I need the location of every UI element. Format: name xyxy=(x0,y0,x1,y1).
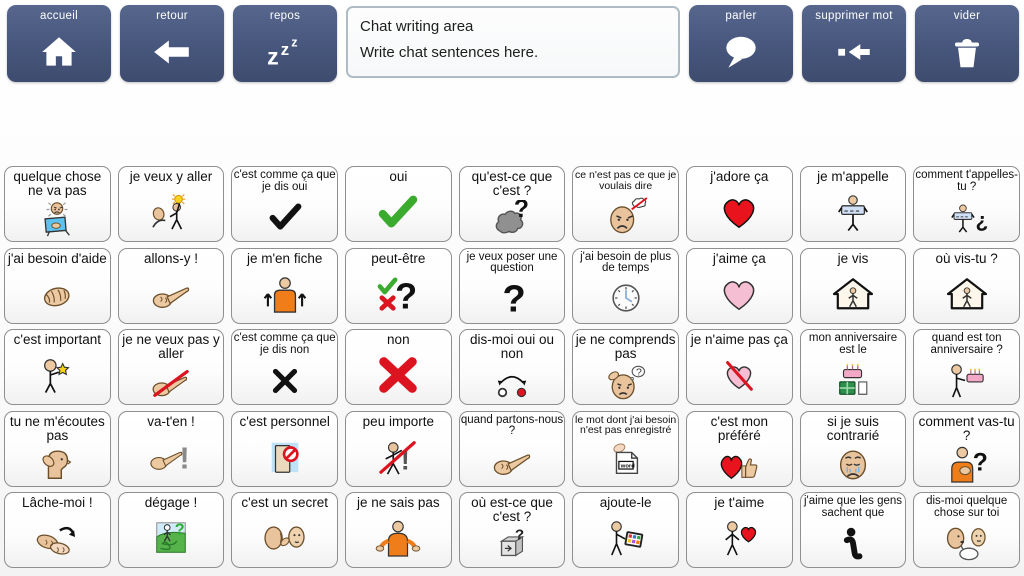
cell-label: je veux poser une question xyxy=(466,250,558,275)
cell-label: dis-moi oui ou non xyxy=(469,332,555,362)
grid-cell[interactable] xyxy=(800,329,907,405)
yes-no-toggle-icon xyxy=(461,362,564,402)
cell-label: je ne veux pas y aller xyxy=(122,332,220,362)
hand-chest-question-icon xyxy=(915,444,1018,484)
grid-cell[interactable] xyxy=(231,166,338,242)
grid-cell[interactable] xyxy=(913,411,1020,487)
grid-cell[interactable] xyxy=(686,411,793,487)
cell-label: je m'appelle xyxy=(817,169,889,184)
grid-cell[interactable] xyxy=(686,248,793,324)
svg-text:?: ? xyxy=(395,274,418,313)
home-button[interactable] xyxy=(7,5,111,82)
grid-cell[interactable] xyxy=(459,411,566,487)
back-button-label: retour xyxy=(156,10,188,22)
open-hand-icon xyxy=(6,267,109,321)
cell-label: j'adore ça xyxy=(710,169,769,184)
x-black-icon xyxy=(233,358,336,402)
toolbar xyxy=(7,5,1019,83)
grid-cell[interactable] xyxy=(800,492,907,568)
person-cake-icon xyxy=(915,358,1018,402)
grid-cell[interactable] xyxy=(231,492,338,568)
grid-cell[interactable] xyxy=(800,166,907,242)
cell-label: le mot dont j'ai besoin n'est pas enregistré xyxy=(575,413,677,437)
grid-cell[interactable] xyxy=(459,329,566,405)
delete-word-button-label: supprimer mot xyxy=(815,10,893,22)
upset-with-device-icon xyxy=(6,199,109,239)
board-grid xyxy=(4,166,1020,568)
clock-icon xyxy=(574,276,677,320)
cell-label: Lâche-moi ! xyxy=(22,495,93,510)
grid-cell[interactable] xyxy=(913,166,1020,242)
cell-label: c'est important xyxy=(13,332,102,347)
cell-label: c'est mon préféré xyxy=(710,413,768,443)
hand-ear-icon xyxy=(6,444,109,484)
grid-cell[interactable] xyxy=(118,166,225,242)
shrug-person-icon xyxy=(347,511,450,565)
speech-bubble-icon xyxy=(689,23,793,82)
cell-label: je m'en fiche xyxy=(246,250,323,266)
cell-label: je veux y aller xyxy=(129,169,213,184)
cell-label: je ne comprends pas xyxy=(575,332,676,362)
cell-label: où est-ce que c'est ? xyxy=(471,495,553,525)
cell-label: allons-y ! xyxy=(143,250,198,266)
grid-cell[interactable] xyxy=(572,248,679,324)
cell-label: c'est comme ça que je dis non xyxy=(233,332,336,356)
heart-crossed-icon xyxy=(688,348,791,402)
cake-gift-icon xyxy=(802,358,905,402)
grid-cell[interactable] xyxy=(4,248,111,324)
svg-text:¿: ¿ xyxy=(975,209,988,233)
cell-label: dis-moi quelque chose sur toi xyxy=(926,495,1008,519)
back-arrow-icon xyxy=(120,23,224,82)
pointing-hand-exclaim-icon xyxy=(120,430,223,484)
crying-face-icon xyxy=(802,444,905,484)
rest-button-label: repos xyxy=(269,10,301,22)
grid-cell[interactable] xyxy=(345,492,452,568)
maybe-check-x-icon xyxy=(347,267,450,321)
grid-cell[interactable] xyxy=(4,492,111,568)
pointing-hand-icon xyxy=(461,439,564,483)
trash-icon xyxy=(915,23,1019,82)
heart-pink-icon xyxy=(688,267,791,321)
cell-label: j'aime que les gens sachent que xyxy=(803,495,903,519)
svg-text:z: z xyxy=(267,43,279,70)
grid-cell[interactable] xyxy=(686,492,793,568)
delete-word-button[interactable] xyxy=(802,5,906,82)
grid-cell[interactable] xyxy=(459,166,566,242)
shrug-arrows-icon xyxy=(233,267,336,321)
walk-away-icon xyxy=(120,511,223,565)
grid-cell[interactable] xyxy=(345,166,452,242)
name-sign-icon xyxy=(802,185,905,239)
grid-cell[interactable] xyxy=(800,248,907,324)
cell-label: c'est comme ça que je dis oui xyxy=(233,169,336,193)
speak-button[interactable] xyxy=(689,5,793,82)
grid-cell[interactable] xyxy=(459,492,566,568)
grid-cell[interactable] xyxy=(572,166,679,242)
grid-cell[interactable] xyxy=(686,166,793,242)
whisper-icon xyxy=(233,511,336,565)
grid-cell[interactable] xyxy=(800,411,907,487)
cell-label: ce n'est pas ce que je voulais dire xyxy=(575,169,677,192)
dismiss-crossed-icon xyxy=(347,430,450,484)
home-icon xyxy=(7,23,111,82)
cell-label: tu ne m'écoutes pas xyxy=(9,413,105,443)
cell-label: où vis-tu ? xyxy=(935,250,998,266)
heart-red-icon xyxy=(688,185,791,239)
svg-text:?: ? xyxy=(502,279,526,318)
grid-cell[interactable] xyxy=(118,329,225,405)
cell-label: j'ai besoin de plus de temps xyxy=(580,250,672,275)
svg-text:?: ? xyxy=(635,367,642,379)
cell-label: ajoute-le xyxy=(599,495,652,510)
grid-cell[interactable] xyxy=(231,248,338,324)
cell-label: mon anniversaire est le xyxy=(808,332,898,356)
word-paper-icon xyxy=(574,437,677,483)
cell-label: si je suis contrarié xyxy=(826,413,880,443)
grid-cell[interactable] xyxy=(345,248,452,324)
chat-writing-area[interactable] xyxy=(346,6,680,78)
svg-text:?: ? xyxy=(174,521,185,540)
name-sign-question-icon xyxy=(915,195,1018,239)
house-person-icon xyxy=(915,267,1018,321)
grid-cell[interactable] xyxy=(4,166,111,242)
person-tablet-icon xyxy=(574,511,677,565)
house-person-icon xyxy=(802,267,905,321)
faces-talk-icon xyxy=(915,521,1018,565)
grid-cell[interactable] xyxy=(231,411,338,487)
cell-label: quand est ton anniversaire ? xyxy=(930,332,1003,356)
home-button-label: accueil xyxy=(40,10,78,22)
svg-text:?: ? xyxy=(514,526,525,544)
grid-cell[interactable] xyxy=(686,329,793,405)
cell-label: quand partons-nous ? xyxy=(460,413,564,438)
cell-label: c'est personnel xyxy=(239,413,330,429)
svg-text:!: ! xyxy=(179,440,190,475)
svg-text:!: ! xyxy=(401,444,411,475)
box-question-icon xyxy=(461,525,564,565)
cell-label: je ne sais pas xyxy=(357,495,440,510)
delete-word-icon xyxy=(802,23,906,82)
info-i-icon xyxy=(802,521,905,565)
grid-cell[interactable] xyxy=(572,492,679,568)
grid-cell[interactable] xyxy=(913,248,1020,324)
grid-cell[interactable] xyxy=(913,329,1020,405)
cell-label: peu importe xyxy=(362,413,434,429)
cell-label: c'est un secret xyxy=(241,495,328,510)
heart-thumbs-up-icon xyxy=(688,444,791,484)
confused-face-icon xyxy=(574,362,677,402)
grid-cell[interactable] xyxy=(4,411,111,487)
cell-label: j'aime ça xyxy=(712,250,766,266)
grid-cell[interactable] xyxy=(572,329,679,405)
grid-cell[interactable] xyxy=(118,411,225,487)
grid-cell[interactable] xyxy=(4,329,111,405)
grid-cell[interactable] xyxy=(345,411,452,487)
x-red-icon xyxy=(347,348,450,402)
rest-button[interactable] xyxy=(233,5,337,82)
cell-label: qu'est-ce que c'est ? xyxy=(471,169,553,199)
svg-text:z: z xyxy=(291,36,298,51)
sleep-zzz-icon xyxy=(233,23,337,82)
back-button[interactable] xyxy=(120,5,224,82)
clear-button[interactable] xyxy=(915,5,1019,82)
svg-text:word: word xyxy=(620,463,635,470)
mystery-blob-question-icon xyxy=(461,199,564,239)
svg-text:?: ? xyxy=(513,200,529,224)
grid-cell[interactable] xyxy=(572,411,679,487)
raise-hand-idea-icon xyxy=(120,185,223,239)
grid-cell[interactable] xyxy=(459,248,566,324)
cell-label: comment t'appelles-tu ? xyxy=(915,169,1018,193)
cell-label: je vis xyxy=(837,250,869,266)
misunderstood-face-icon xyxy=(574,193,677,239)
person-star-icon xyxy=(6,348,109,402)
cell-label: non xyxy=(387,332,410,347)
pointing-hand-crossed-icon xyxy=(120,362,223,402)
check-black-icon xyxy=(233,195,336,239)
person-heart-icon xyxy=(688,511,791,565)
cell-label: peut-être xyxy=(371,250,426,266)
question-mark-icon xyxy=(461,276,564,320)
cell-label: oui xyxy=(389,169,408,184)
svg-text:z: z xyxy=(280,40,290,60)
grid-cell[interactable] xyxy=(913,492,1020,568)
grid-cell[interactable] xyxy=(118,248,225,324)
hands-release-icon xyxy=(6,511,109,565)
grid-cell[interactable] xyxy=(118,492,225,568)
cell-label: va-t'en ! xyxy=(147,413,195,429)
cell-label: je n'aime pas ça xyxy=(690,332,788,347)
check-green-icon xyxy=(347,185,450,239)
grid-cell[interactable] xyxy=(345,329,452,405)
cell-label: j'ai besoin d'aide xyxy=(7,250,107,266)
svg-text:?: ? xyxy=(972,449,988,477)
grid-cell[interactable] xyxy=(231,329,338,405)
cell-label: dégage ! xyxy=(144,495,198,510)
cell-label: comment vas-tu ? xyxy=(918,413,1015,443)
door-no-entry-icon xyxy=(233,430,336,484)
chat-line-2: Write chat sentences here. xyxy=(360,44,539,62)
cell-label: quelque chose ne va pas xyxy=(13,169,102,199)
cell-label: je t'aime xyxy=(714,495,765,510)
pointing-hand-icon xyxy=(120,267,223,321)
speak-button-label: parler xyxy=(725,10,757,22)
chat-line-1: Chat writing area xyxy=(360,18,474,35)
clear-button-label: vider xyxy=(953,10,981,22)
